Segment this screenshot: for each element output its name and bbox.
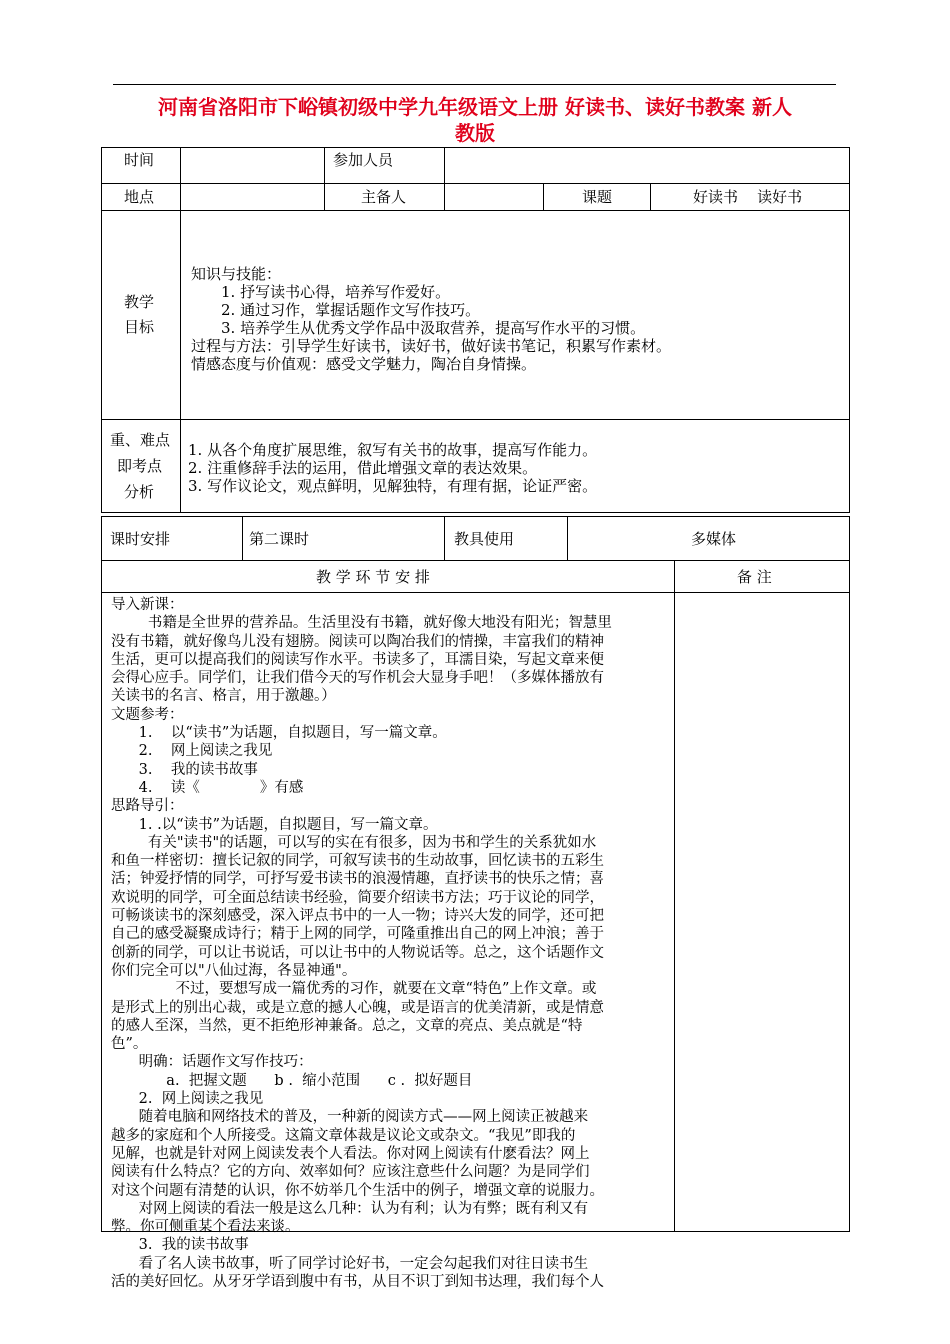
body-line: 可畅谈读书的深刻感受，深入评点书中的一人一物；诗兴大发的同学，还可把	[111, 908, 604, 925]
objectives-label-1: 教学	[124, 293, 155, 311]
topic-value: 好读书 读好书	[693, 188, 803, 206]
tools-value: 多媒体	[691, 530, 737, 548]
body-line: 对这个问题有清楚的认识，你不妨举几个生活中的例子，增强文章的说服力。	[111, 1182, 604, 1199]
body-line: 活；钟爱抒情的同学，可抒写爱书读书的浪漫情趣，直抒读书的快乐之情；喜	[111, 871, 604, 888]
body-line: 1. .以“读书”为话题，自拟题目，写一篇文章。	[111, 816, 438, 833]
body-line: 看了名人读书故事，听了同学讨论好书，一定会勾起我们对往日读书生	[111, 1255, 589, 1272]
body-line: 2. 网上阅读之我见	[111, 1091, 264, 1108]
body-line: 明确：话题作文写作技巧：	[111, 1054, 313, 1071]
body-line: 对网上阅读的看法一般是这么几种：认为有利；认为有弊；既有利又有	[111, 1200, 589, 1217]
objectives-label-2: 目标	[124, 318, 155, 336]
title-line-1: 河南省洛阳市下峪镇初级中学九年级语文上册 好读书、读好书教案 新人	[158, 95, 792, 119]
title-line-2: 教版	[455, 121, 495, 145]
body-line: 随着电脑和网络技术的普及，一种新的阅读方式——网上阅读正被越来	[111, 1109, 589, 1126]
keypoints-label-3: 分析	[124, 483, 155, 501]
notes-header: 备 注	[737, 568, 772, 586]
header-rule	[113, 84, 836, 85]
body-line: 不过，要想写成一篇优秀的习作，就要在文章“特色”上作文章。或	[111, 981, 597, 998]
body-line: 有关"读书"的话题，可以写的实在有很多，因为书和学生的关系犹如水	[111, 834, 597, 851]
body-line: 活的美好回忆。从牙牙学语到腹中有书，从目不识丁到知书达理，我们每个人	[111, 1273, 604, 1290]
body-line: 欢说明的同学，可全面总结读书经验，简要介绍读书方法；巧于议论的同学，	[111, 889, 604, 906]
body-line: 自己的感受凝聚成诗行；精于上网的同学，可隆重推出自己的网上冲浪；善于	[111, 926, 604, 943]
time-label: 时间	[124, 151, 155, 169]
body-line: 1. 以“读书”为话题，自拟题目，写一篇文章。	[111, 725, 447, 742]
body-line: 没有书籍，就好像鸟儿没有翅膀。阅读可以陶冶我们的情操，丰富我们的精神	[111, 633, 604, 650]
body-line: 文题参考：	[111, 706, 184, 723]
body-line: 导入新课：	[111, 597, 184, 613]
schedule-label: 课时安排	[110, 530, 171, 548]
time-value-cell	[180, 147, 325, 184]
body-line: 和鱼一样密切：擅长记叙的同学，可叙写读书的生动故事，回忆读书的五彩生	[111, 853, 604, 870]
body-line: 见解，也就是针对网上阅读发表个人看法。你对网上阅读有什麽看法？网上	[111, 1145, 590, 1162]
objectives-line: 1. 抒写读书心得，培养写作爱好。	[221, 283, 451, 301]
body-line: 色”。	[111, 1036, 148, 1053]
place-value-cell	[180, 183, 325, 211]
notes-body-cell	[674, 592, 850, 1232]
schedule-value: 第二课时	[249, 530, 310, 548]
body-line: 的感人至深，当然，更不拒绝形神兼备。总之，文章的亮点、美点就是“特	[111, 1017, 583, 1034]
keypoints-label-1: 重、难点	[110, 431, 171, 449]
objectives-line: 2. 通过习作，掌握话题作文写作技巧。	[221, 301, 481, 319]
body-line: 弊。你可侧重某个看法来谈。	[111, 1219, 300, 1236]
body-line: 会得心应手。同学们，让我们借今天的写作机会大显身手吧！（多媒体播放有	[111, 670, 604, 687]
keypoints-line: 2. 注重修辞手法的运用，借此增强文章的表达效果。	[188, 459, 538, 477]
body-line: 3. 我的读书故事	[111, 1237, 249, 1254]
document-title	[100, 94, 850, 146]
objectives-line: 3. 培养学生从优秀文学作品中汲取营养，提高写作水平的习惯。	[221, 319, 646, 337]
objectives-line: 知识与技能：	[191, 265, 282, 283]
objectives-label-cell	[101, 210, 181, 420]
body-line: 你们完全可以"八仙过海，各显神通"。	[111, 962, 357, 979]
objectives-line: 过程与方法：引导学生好读书，读好书，做好读书笔记，积累写作素材。	[191, 337, 672, 355]
body-line: 4. 读《 》有感	[111, 779, 304, 796]
place-label: 地点	[124, 188, 155, 206]
keypoints-line: 3. 写作议论文，观点鲜明，见解独特，有理有据，论证严密。	[188, 477, 598, 495]
body-line: 关读书的名言、格言，用于激趣。）	[111, 688, 336, 705]
body-line: 书籍是全世界的营养品。生活里没有书籍，就好像大地没有阳光；智慧里	[111, 615, 612, 632]
tools-label: 教具使用	[454, 530, 515, 548]
body-line: 3. 我的读书故事	[111, 761, 258, 778]
body-line: 生活，更可以提高我们的阅读写作水平。书读多了，耳濡目染，写起文章来便	[111, 651, 604, 668]
body-line: 2. 网上阅读之我见	[111, 743, 273, 760]
preparer-label: 主备人	[361, 188, 407, 206]
keypoints-line: 1. 从各个角度扩展思维，叙写有关书的故事，提高写作能力。	[188, 441, 598, 459]
body-line: 创新的同学，可以让书说话，可以让书中的人物说话等。总之，这个话题作文	[111, 944, 604, 961]
keypoints-label-2: 即考点	[117, 457, 163, 475]
objectives-line: 情感态度与价值观：感受文学魅力，陶冶自身情操。	[191, 355, 537, 373]
body-line: 思路导引：	[111, 798, 184, 815]
teaching-steps-text	[111, 596, 671, 1291]
steps-header: 教 学 环 节 安 排	[316, 568, 430, 586]
body-line: 越多的家庭和个人所接受。这篇文章体裁是议论文或杂文。“我见”即我的	[111, 1127, 576, 1144]
body-line: 阅读有什么特点？它的方向、效率如何？应该注意些什么问题？为是同学们	[111, 1164, 590, 1181]
topic-label: 课题	[582, 188, 613, 206]
preparer-value-cell	[444, 183, 544, 211]
participants-value-cell	[444, 147, 850, 184]
participants-label: 参加人员	[333, 151, 394, 169]
body-line: 是形式上的别出心裁，或是立意的撼人心魄，或是语言的优美清新，或是情意	[111, 999, 604, 1016]
body-line: a. 把握文题 b . 缩小范围 c . 拟好题目	[111, 1072, 473, 1089]
